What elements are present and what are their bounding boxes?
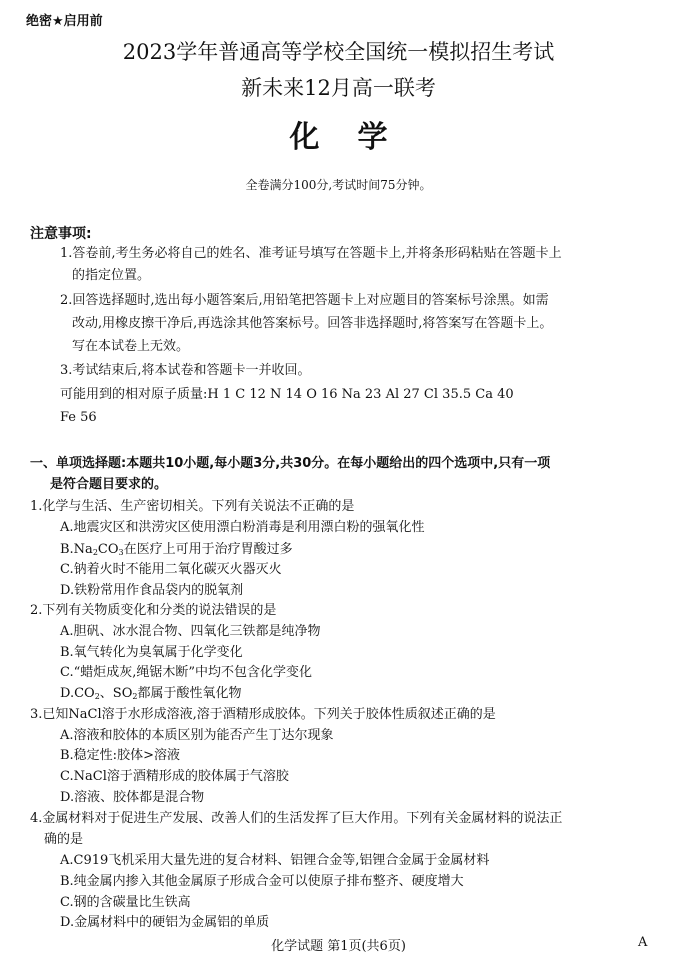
subject-title: 化学: [289, 120, 426, 155]
option-a: A.C919飞机采用大量先进的复合材料、铝锂合金等,铝锂合金属于金属材料: [60, 853, 490, 868]
notice-line: 3.考试结束后,将本试卷和答题卡一并收回。: [60, 363, 311, 378]
option-c: C.钢的含碳量比生铁高: [60, 895, 191, 910]
section-heading: 是符合题目要求的。: [50, 477, 168, 492]
option-d: D.金属材料中的硬铝为金属铝的单质: [60, 915, 270, 930]
exam-title: 2023学年普通高等学校全国统一模拟招生考试: [122, 40, 555, 64]
notice-heading: 注意事项:: [30, 226, 92, 242]
option-c: C.“蜡炬成灰,绳锯木断”中均不包含化学变化: [60, 665, 313, 680]
notice-line: 2.回答选择题时,选出每小题答案后,用铅笔把答题卡上对应题目的答案标号涂黑。如需: [60, 293, 549, 308]
confidential-label: 绝密★启用前: [26, 14, 103, 29]
option-d: D.铁粉常用作食品袋内的脱氧剂: [60, 583, 244, 598]
notice-line: 写在本试卷上无效。: [72, 339, 190, 354]
option-b: $B.Na_2CO_3$在医疗上可用于治疗胃酸过多: [60, 542, 293, 557]
option-b: B.氧气转化为臭氧属于化学变化: [60, 645, 243, 660]
notice-line: 改动,用橡皮擦干净后,再选涂其他答案标号。回答非选择题时,将答案写在答题卡上。: [72, 316, 553, 331]
question-stem: 4.金属材料对于促进生产发展、改善人们的生活发挥了巨大作用。下列有关金属材料的说法正: [30, 811, 563, 826]
atomic-mass-line: 可能用到的相对原子质量:H 1 C 12 N 14 O 16 Na 23 Al 27 Cl 35.5 Ca 40: [60, 387, 514, 402]
option-a: A.溶液和胶体的本质区别为能否产生丁达尔现象: [60, 728, 334, 743]
notice-line: 1.答卷前,考生务必将自己的姓名、准考证号填写在答题卡上,并将条形码粘贴在答题卡上: [60, 246, 562, 261]
option-d: $D.CO_2$、$SO_2$都属于酸性氧化物: [60, 686, 242, 701]
notice-line: 的指定位置。: [72, 268, 151, 283]
exam-subtitle: 新未来12月高一联考: [241, 76, 436, 100]
question-stem: 确的是: [44, 832, 84, 847]
option-c: C.NaCl溶于酒精形成的胶体属于气溶胶: [60, 769, 289, 784]
exam-meta: 全卷满分100分,考试时间75分钟。: [245, 178, 432, 192]
option-a: A.胆矾、冰水混合物、四氧化三铁都是纯净物: [60, 624, 321, 639]
question-stem: 2.下列有关物质变化和分类的说法错误的是: [30, 603, 277, 618]
version-label: A: [638, 935, 648, 950]
option-c: C.钠着火时不能用二氧化碳灭火器灭火: [60, 562, 282, 577]
option-d: D.溶液、胶体都是混合物: [60, 790, 205, 805]
option-a: A.地震灾区和洪涝灾区使用漂白粉消毒是利用漂白粉的强氧化性: [60, 520, 425, 535]
question-stem: 3.已知NaCl溶于水形成溶液,溶于酒精形成胶体。下列关于胶体性质叙述正确的是: [30, 707, 496, 722]
atomic-mass-line: Fe 56: [60, 410, 97, 425]
option-b: B.纯金属内掺入其他金属原子形成合金可以使原子排布整齐、硬度增大: [60, 874, 464, 889]
page-footer: 化学试题 第1页(共6页): [271, 939, 406, 954]
question-stem: 1.化学与生活、生产密切相关。下列有关说法不正确的是: [30, 499, 355, 514]
section-heading: 一、单项选择题:本题共10小题,每小题3分,共30分。在每小题给出的四个选项中,只有一项: [30, 456, 551, 471]
option-b: B.稳定性:胶体>溶液: [60, 748, 180, 763]
